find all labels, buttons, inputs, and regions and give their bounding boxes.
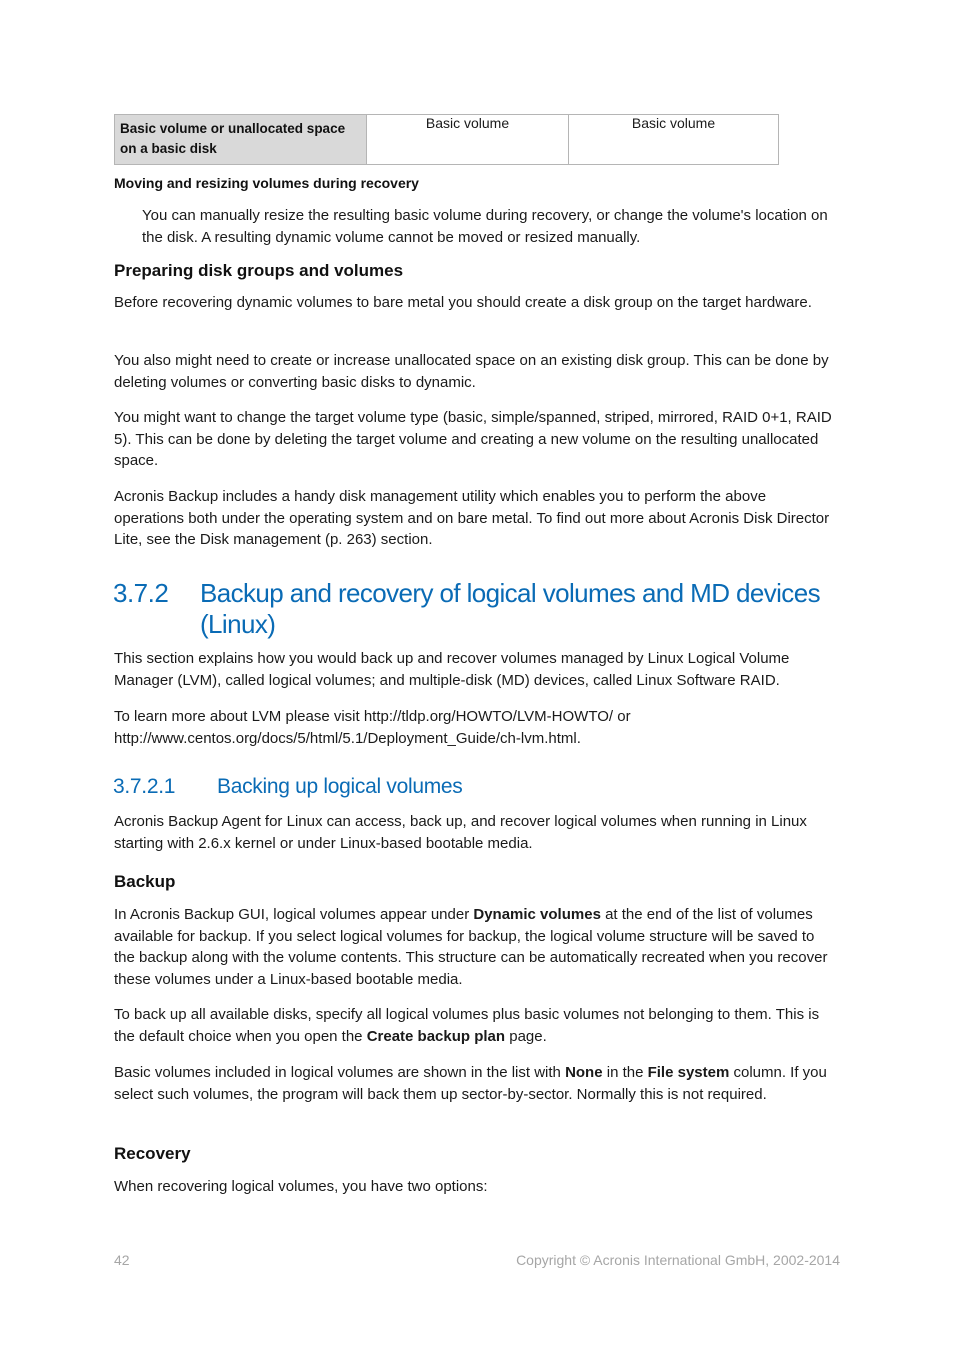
subsection-title: Backing up logical volumes bbox=[217, 775, 463, 798]
subsection-intro: Acronis Backup Agent for Linux can access, back up, and recover logical volumes when running in Linux starting with 2.6.x kernel or under Linux-based bootable media. bbox=[114, 813, 807, 852]
preparing-paragraph: You might want to change the target volume type (basic, simple/spanned, striped, mirrored, RAID 0+1, RAID 5). This can be done by deleting the target volume and creating a new volume on the resulting unallocated space. bbox=[114, 409, 832, 470]
table-row bbox=[115, 115, 779, 165]
backup-paragraph: Basic volumes included in logical volumes are shown in the list with None in the File system column. If you select such volumes, the program will back them up sector-by-sector. Normally this is not required. bbox=[114, 1064, 827, 1103]
lvm-link-line: http://www.centos.org/docs/5/html/5.1/Deployment_Guide/ch-lvm.html. bbox=[114, 729, 581, 747]
preparing-paragraph: Before recovering dynamic volumes to bare metal you should create a disk group on the target hardware. bbox=[114, 294, 812, 311]
subsection-number: 3.7.2.1 bbox=[113, 775, 176, 798]
section-title bbox=[200, 578, 840, 640]
table-row-header: Basic volume or unallocated space on a basic disk bbox=[115, 115, 367, 165]
preparing-paragraph: Acronis Backup includes a handy disk management utility which enables you to perform the above operations both under the operating system and on bare metal. To find out more about Acronis Disk Director Lite, see the Disk management (p. 263) section. bbox=[114, 488, 830, 549]
backup-paragraph: To back up all available disks, specify all logical volumes plus basic volumes not belonging to them. This is the default choice when you open the Create backup plan page. bbox=[114, 1006, 820, 1045]
recovery-paragraph: When recovering logical volumes, you have two options: bbox=[114, 1178, 488, 1195]
preparing-heading: Preparing disk groups and volumes bbox=[114, 261, 404, 280]
section-intro: This section explains how you would back up and recover volumes managed by Linux Logical Volume Manager (LVM), called logical volumes; and multiple-disk (MD) devices, called Linux Software RAID. bbox=[114, 650, 790, 689]
table-cell: Basic volume bbox=[569, 115, 779, 165]
preparing-paragraph: You also might need to create or increase unallocated space on an existing disk group. This can be done by deleting volumes or converting basic disks to dynamic. bbox=[114, 352, 829, 391]
section-title-line: Backup and recovery of logical volumes and MD devices bbox=[200, 578, 820, 608]
recovery-heading: Recovery bbox=[114, 1144, 191, 1163]
section-number: 3.7.2 bbox=[113, 578, 169, 608]
moving-text: You can manually resize the resulting basic volume during recovery, or change the volume's location on the disk. A resulting dynamic volume cannot be moved or resized manually. bbox=[142, 207, 828, 246]
section-title-line: (Linux) bbox=[200, 609, 276, 639]
partition-table bbox=[114, 114, 779, 165]
lvm-link-line: To learn more about LVM please visit http://tldp.org/HOWTO/LVM-HOWTO/ or bbox=[114, 708, 631, 725]
moving-heading: Moving and resizing volumes during recovery bbox=[114, 175, 419, 191]
backup-heading: Backup bbox=[114, 872, 176, 891]
copyright: Copyright © Acronis International GmbH, 2002-2014 bbox=[516, 1252, 840, 1268]
lvm-links bbox=[114, 706, 839, 749]
page-number: 42 bbox=[114, 1252, 130, 1268]
backup-paragraph: In Acronis Backup GUI, logical volumes appear under Dynamic volumes at the end of the list of volumes available for backup. If you select logical volumes for backup, the logical volume structure will be saved to the backup along with the volume contents. This structure can be automatically recreated when you recover these volumes under a Linux-based bootable media. bbox=[114, 906, 828, 988]
table-cell: Basic volume bbox=[367, 115, 569, 165]
